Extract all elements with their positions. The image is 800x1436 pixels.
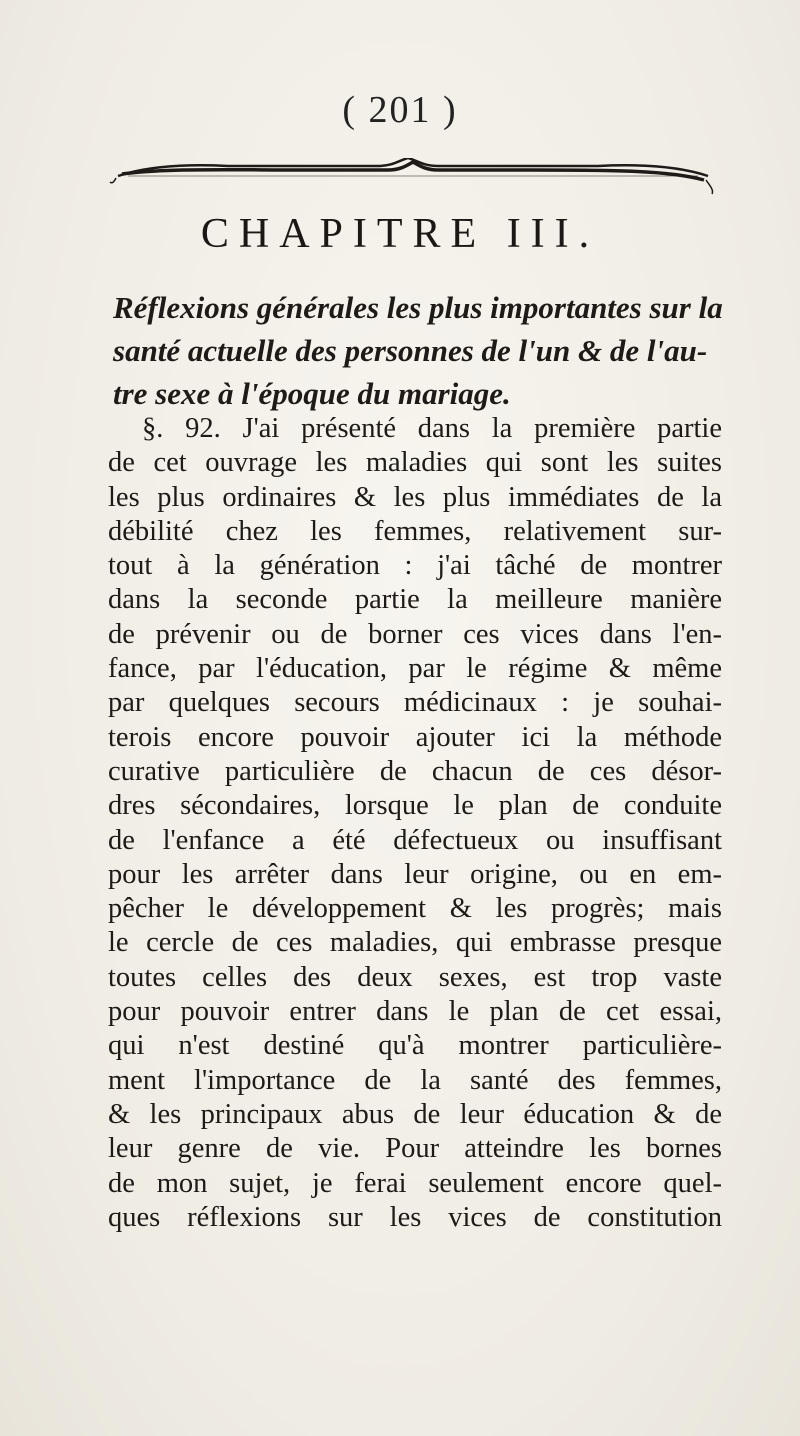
text-line: terois encore pouvoir ajouter ici la méthode bbox=[108, 721, 722, 753]
text-line: fance, par l'éducation, par le régime & même bbox=[108, 653, 722, 685]
text-line: dres sécondaires, lorsque le plan de conduite bbox=[108, 790, 722, 822]
text-line: par quelques secours médicinaux : je souhai- bbox=[108, 687, 722, 719]
text-line: ment l'importance de la santé des femmes, bbox=[108, 1064, 722, 1096]
subtitle-line: tre sexe à l'époque du mariage. bbox=[113, 376, 511, 411]
text-line: de mon sujet, je ferai seulement encore quel- bbox=[108, 1167, 722, 1199]
text-line: toutes celles des deux sexes, est trop vaste bbox=[108, 961, 722, 993]
text-line: de l'enfance a été défectueux ou insuffisant bbox=[108, 824, 722, 856]
subtitle-line: santé actuelle des personnes de l'un & de l'au- bbox=[113, 333, 708, 368]
text-line: de cet ouvrage les maladies qui sont les suites bbox=[108, 447, 722, 479]
text-line: pêcher le développement & les progrès; mais bbox=[108, 893, 722, 925]
text-line: ques réflexions sur les vices de constitution bbox=[108, 1201, 722, 1233]
text-line: qui n'est destiné qu'à montrer particulière- bbox=[108, 1030, 722, 1062]
text-line: pour pouvoir entrer dans le plan de cet essai, bbox=[108, 996, 722, 1028]
text-line: débilité chez les femmes, relativement sur- bbox=[108, 515, 722, 547]
ornamental-rule bbox=[108, 158, 718, 208]
chapter-title: CHAPITRE III. bbox=[200, 211, 600, 257]
page-number: ( 201 ) bbox=[342, 89, 458, 131]
text-line: pour les arrêter dans leur origine, ou en em- bbox=[108, 858, 722, 890]
text-line: de prévenir ou de borner ces vices dans l'en- bbox=[108, 618, 722, 650]
text-line: curative particulière de chacun de ces désor- bbox=[108, 755, 722, 787]
text-line: leur genre de vie. Pour atteindre les bornes bbox=[108, 1133, 722, 1165]
chapter-subtitle bbox=[113, 286, 723, 415]
text-line: tout à la génération : j'ai tâché de montrer bbox=[108, 550, 722, 582]
text-line: les plus ordinaires & les plus immédiates de la bbox=[108, 481, 722, 513]
text-line: §. 92. J'ai présenté dans la première partie bbox=[142, 413, 722, 444]
text-line: le cercle de ces maladies, qui embrasse presque bbox=[108, 927, 722, 959]
subtitle-line: Réflexions générales les plus importantes sur la bbox=[113, 290, 723, 325]
text-line: & les principaux abus de leur éducation & de bbox=[108, 1098, 722, 1130]
text-line: dans la seconde partie la meilleure manière bbox=[108, 584, 722, 616]
body-paragraph bbox=[108, 412, 722, 1235]
